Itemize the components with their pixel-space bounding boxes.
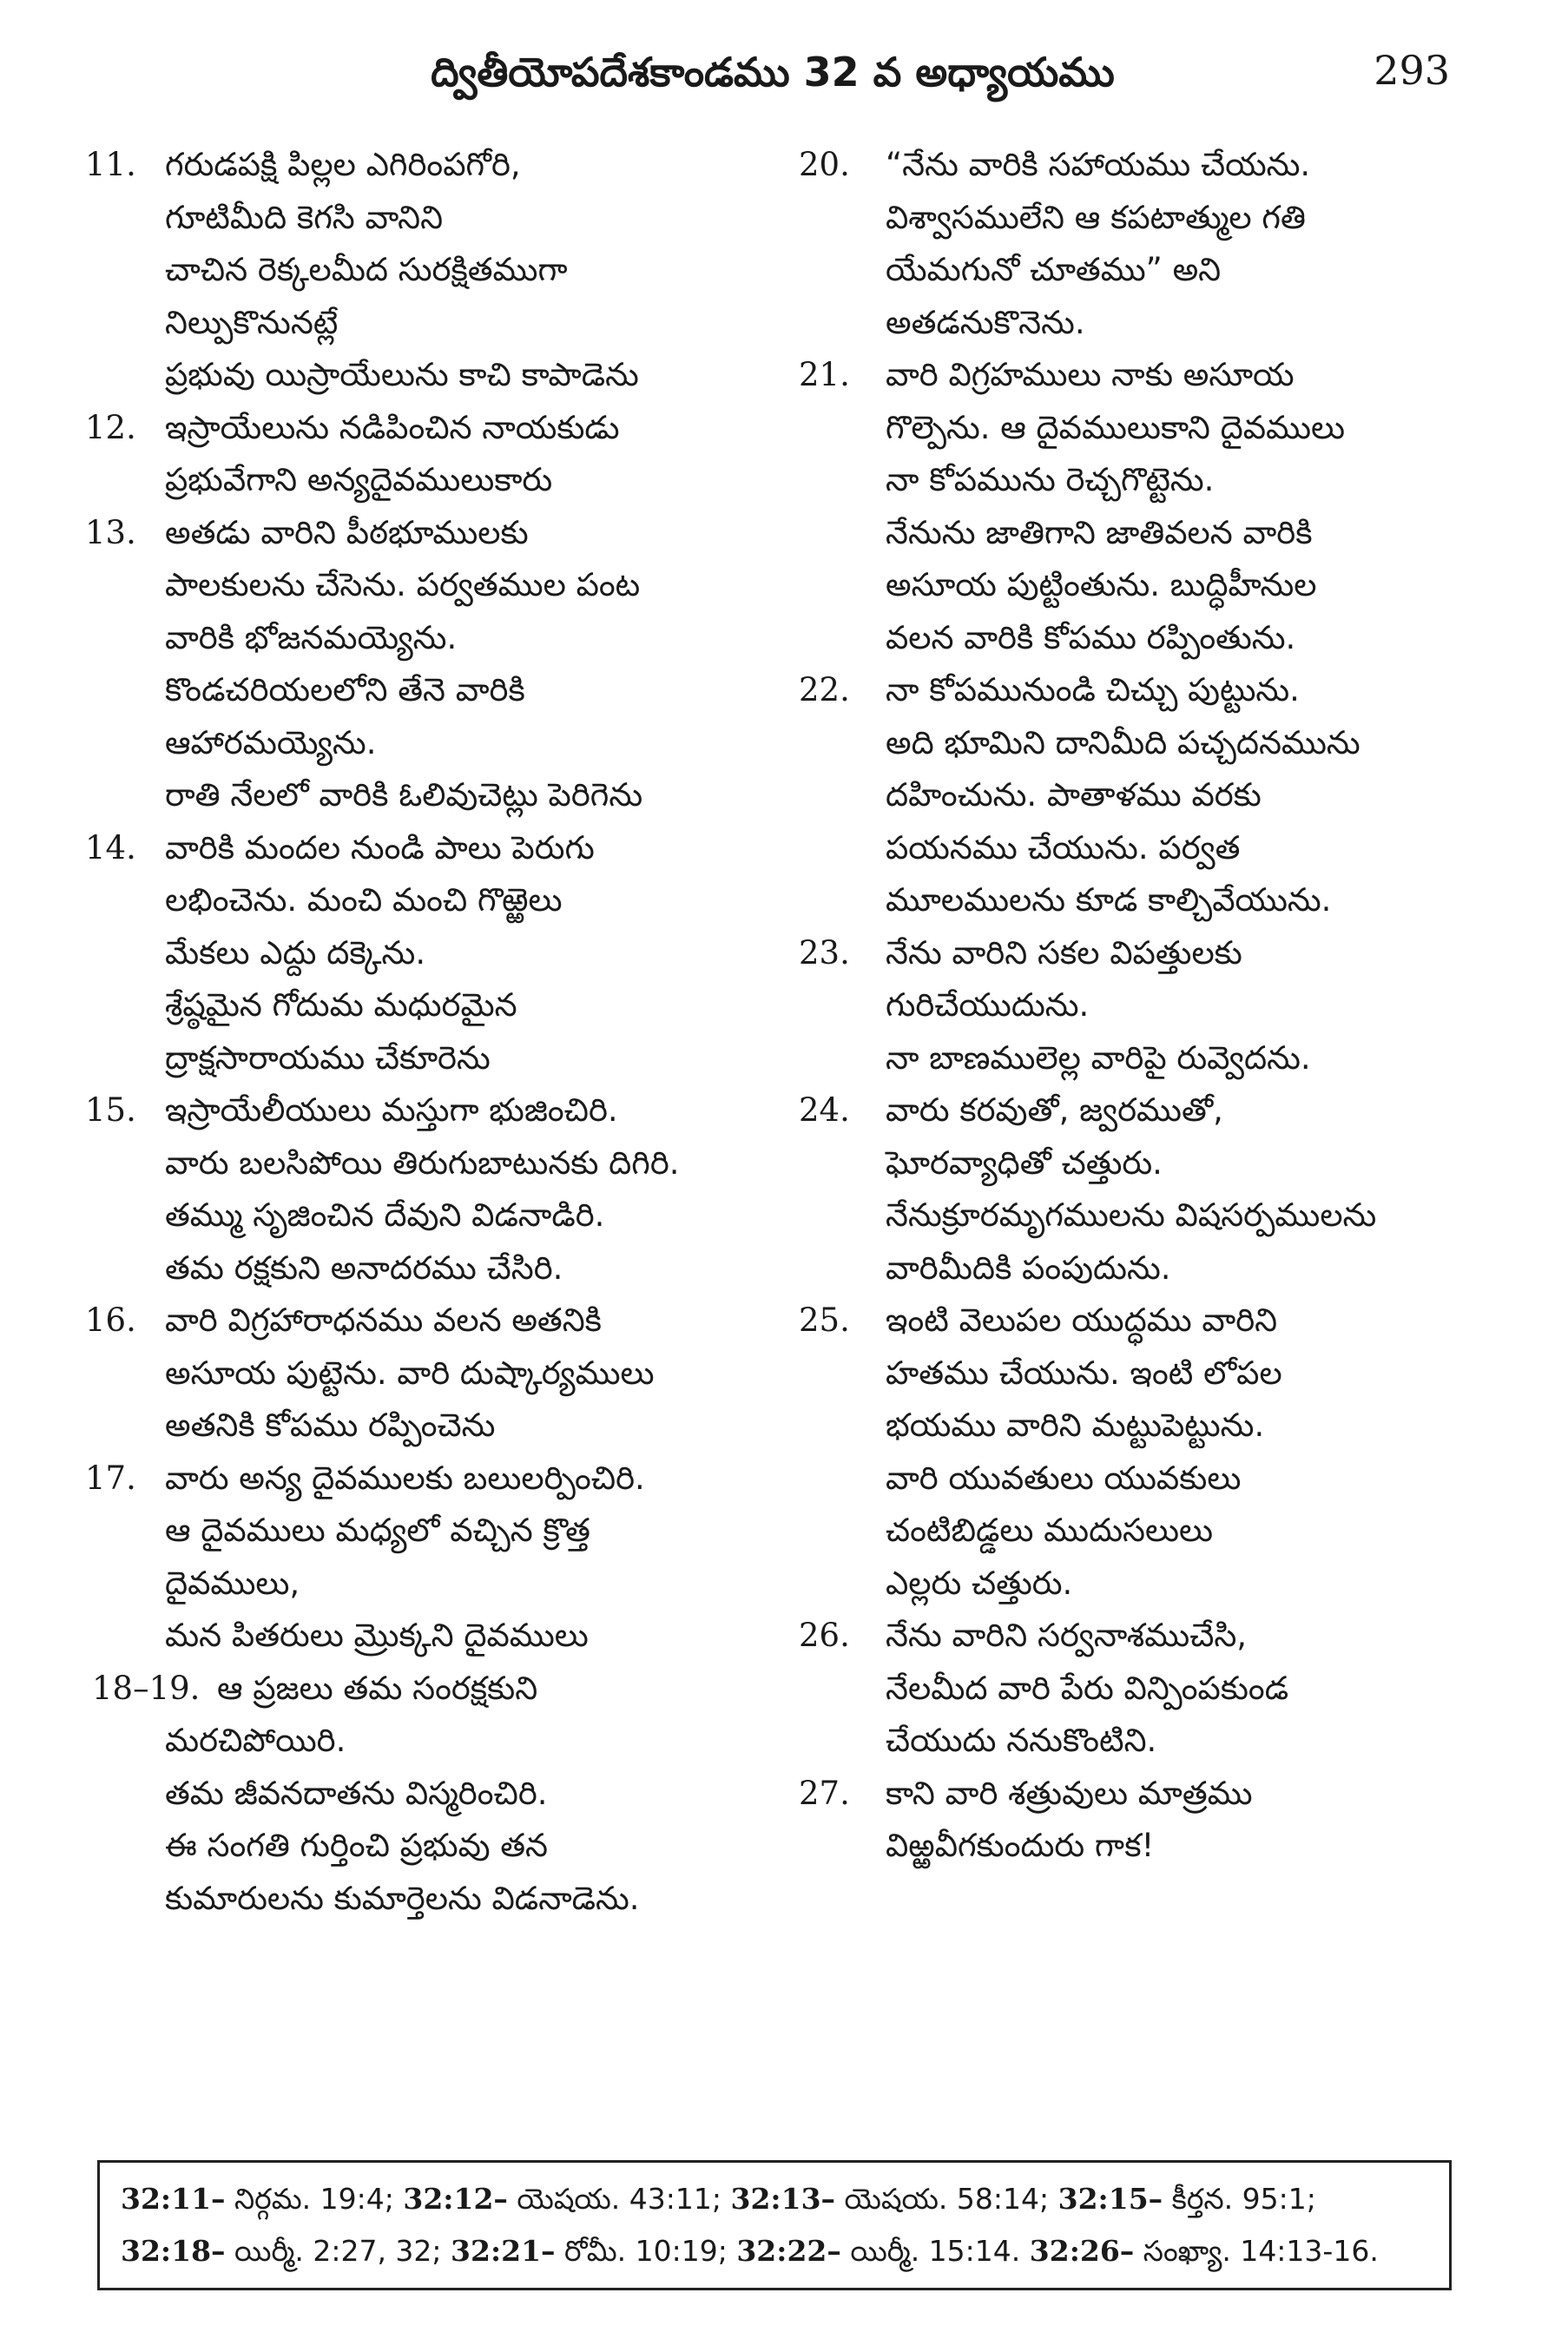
reference-line	[121, 2173, 1428, 2225]
verse-text: అసూయ పుట్టెను. వారి దుష్కార్యములు	[165, 1354, 655, 1392]
verse-line	[799, 1820, 1476, 1873]
reference-line	[121, 2225, 1428, 2277]
verse-line	[85, 139, 780, 192]
verse-line	[799, 1663, 1476, 1716]
verse-line	[85, 1610, 780, 1663]
verse-text: శ్రేష్ఠమైన గోదుమ మధురమైన	[165, 986, 517, 1024]
verse-line	[85, 612, 780, 665]
verse-text: ప్రభువేగాని అన్యదైవములుకారు	[165, 461, 553, 498]
verse-line	[799, 244, 1476, 297]
verse-line	[799, 1189, 1476, 1242]
verse-text: విశ్వాసములేని ఆ కపటాత్ముల గతి	[886, 198, 1306, 236]
verse	[799, 927, 1476, 1085]
verse-line	[799, 454, 1476, 507]
verse-text: పాలకులను చేసెను. పర్వతముల పంట	[165, 566, 641, 603]
verse-number: 21.	[799, 356, 850, 393]
verse-line	[799, 1715, 1476, 1768]
reference-key: 32:18–	[121, 2234, 226, 2268]
verse-line	[85, 1715, 780, 1768]
verse-number: 22.	[799, 671, 850, 708]
reference-text: యెషయ. 43:11;	[507, 2182, 731, 2216]
verse-text: వారికి భోజనమయ్యెను.	[165, 618, 458, 656]
verse	[85, 402, 780, 507]
verse-text: ఇస్రాయేలును నడిపించిన నాయకుడు	[165, 408, 620, 446]
verse-text: ఈ సంగతి గుర్తించి ప్రభువు తన	[165, 1827, 549, 1864]
verse-text: వలన వారికి కోపము రప్పింతును.	[886, 618, 1296, 656]
verse-text: అసూయ పుట్టింతును. బుద్ధిహీనుల	[886, 566, 1317, 603]
verse-text: అతడనుకొనెను.	[886, 303, 1085, 341]
verse-line	[85, 1032, 780, 1085]
cross-reference	[403, 2182, 730, 2216]
verse-text: వారి విగ్రహములు నాకు అసూయ	[886, 356, 1295, 393]
verse	[85, 1453, 780, 1663]
verse-text: మరచిపోయిరి.	[165, 1722, 346, 1759]
verse	[799, 1295, 1476, 1610]
verse-number: 24.	[799, 1091, 850, 1129]
reference-key: 32:13–	[730, 2182, 836, 2216]
verse-text: గూటిమీది కెగసి వానిని	[165, 198, 444, 236]
verse-line	[85, 1400, 780, 1453]
running-title: ద్వితీయోపదేశకాండము 32 వ అధ్యాయము	[431, 49, 1115, 96]
verse-line	[85, 1768, 780, 1821]
verse-line	[85, 349, 780, 402]
verse-number: 16.	[85, 1301, 136, 1339]
verse-line	[799, 1242, 1476, 1295]
verse-text: గురిచేయుదును.	[886, 986, 1090, 1024]
reference-key: 32:12–	[403, 2182, 508, 2216]
verse-text: వారి విగ్రహారాధనము వలన అతనికి	[165, 1301, 602, 1339]
verse-line	[799, 1032, 1476, 1085]
verse-text: ప్రభువు యిస్రాయేలును కాచి కాపాడెను	[165, 356, 639, 393]
verse-line	[85, 192, 780, 245]
verse-line	[85, 927, 780, 980]
verse-number: 13.	[85, 513, 136, 551]
verse-text: హతము చేయును. ఇంటి లోపల	[886, 1354, 1282, 1392]
verse-line	[85, 769, 780, 822]
verse-number: 23.	[799, 933, 850, 972]
verse-line	[85, 1347, 780, 1400]
verse-text: మేకలు ఎద్దు దక్కెను.	[165, 933, 426, 972]
verse	[85, 1663, 780, 1926]
verse-line	[85, 1137, 780, 1190]
verse-text: నేను వారిని సర్వనాశముచేసి,	[886, 1617, 1248, 1654]
verse-text: ఎల్లరు చత్తురు.	[886, 1564, 1073, 1602]
verse-text: ఆ దైవములు మధ్యలో వచ్చిన క్రొత్త	[165, 1512, 590, 1549]
verse-line	[799, 559, 1476, 612]
verse-line	[85, 244, 780, 297]
verse-line	[799, 927, 1476, 980]
verse-number: 18–19.	[92, 1669, 201, 1707]
verse-line	[85, 454, 780, 507]
reference-text: యెషయ. 58:14;	[835, 2182, 1058, 2216]
verse	[799, 1084, 1476, 1295]
verse-number: 27.	[799, 1774, 850, 1812]
verse-number: 14.	[85, 828, 136, 866]
reference-key: 32:22–	[736, 2234, 841, 2268]
cross-reference	[736, 2234, 1029, 2268]
right-column	[799, 139, 1476, 1873]
verse	[799, 664, 1476, 927]
verse-line	[85, 874, 780, 927]
reference-key: 32:26–	[1029, 2234, 1135, 2268]
verse-line	[85, 297, 780, 350]
reference-key: 32:11–	[121, 2182, 226, 2216]
reference-text: యిర్మీ. 2:27, 32;	[225, 2234, 451, 2268]
verse-text: నేను వారిని సకల విపత్తులకు	[886, 933, 1242, 972]
verse-line	[85, 1663, 780, 1716]
verse-text: కాని వారి శత్రువులు మాత్రము	[886, 1774, 1253, 1812]
verse-text: మన పితరులు మ్రొక్కని దైవములు	[165, 1617, 589, 1654]
verse-text: ద్రాక్షసారాయము చేకూరెను	[165, 1038, 491, 1077]
verse-line	[85, 1295, 780, 1347]
page-header	[96, 42, 1450, 111]
cross-reference	[121, 2182, 403, 2216]
verse-line	[85, 1558, 780, 1611]
verse-line	[799, 139, 1476, 192]
verse-text: నా కోపమునుండి చిచ్చు పుట్టును.	[886, 671, 1300, 708]
verse-text: లభించెను. మంచి మంచి గొఱ్ఱెలు	[165, 881, 563, 919]
verse-text: వారు అన్య దైవములకు బలులర్పించిరి.	[165, 1459, 645, 1497]
verse-text: గొల్పెను. ఆ దైవములుకాని దైవములు	[886, 408, 1346, 446]
verse-text: ఇంటి వెలుపల యుద్ధము వారిని	[886, 1301, 1278, 1339]
verse-text: విఱ్ఱవీగకుందురు గాక!	[886, 1827, 1155, 1864]
verse-line	[799, 1295, 1476, 1347]
verse-line	[85, 717, 780, 770]
verse-line	[799, 612, 1476, 665]
verse-text: కుమారులను కుమార్తెలను విడనాడెను.	[165, 1879, 640, 1917]
verse-number: 11.	[85, 146, 136, 183]
verse-text: నా బాణములెల్ల వారిపై రువ్వెదను.	[886, 1038, 1311, 1077]
verse-text: దహించును. పాతాళము వరకు	[886, 776, 1262, 814]
verse-line	[799, 1137, 1476, 1190]
cross-reference-box	[97, 2160, 1452, 2290]
verse-text: దైవములు,	[165, 1564, 300, 1602]
reference-text: నిర్గమ. 19:4;	[225, 2182, 404, 2216]
verse-line	[799, 979, 1476, 1032]
cross-reference	[451, 2234, 736, 2268]
verse-number: 12.	[85, 408, 136, 446]
verse-text: వారికి మందల నుండి పాలు పెరుగు	[165, 828, 595, 866]
reference-key: 32:15–	[1057, 2182, 1163, 2216]
verse-number: 26.	[799, 1617, 850, 1654]
verse-line	[85, 1189, 780, 1242]
verse-line	[799, 402, 1476, 455]
verse-text: వారిమీదికి పంపుదును.	[886, 1248, 1171, 1287]
verse	[85, 822, 780, 1085]
verse	[799, 139, 1476, 349]
verse	[799, 1610, 1476, 1768]
verse-line	[85, 1453, 780, 1505]
verse-number: 17.	[85, 1459, 136, 1497]
verse-line	[799, 1610, 1476, 1663]
verse-text: వారు కరవుతో, జ్వరముతో,	[886, 1091, 1223, 1129]
verse	[85, 507, 780, 822]
verse-line	[85, 1873, 780, 1926]
verse-text: రాతి నేలలో వారికి ఓలివుచెట్లు పెరిగెను	[165, 776, 643, 814]
reference-text: కీర్తన. 95:1;	[1163, 2182, 1316, 2216]
verse-line	[799, 192, 1476, 245]
verse-line	[85, 1820, 780, 1873]
verse-line	[799, 664, 1476, 717]
verse-line	[85, 1084, 780, 1137]
verse-line	[85, 402, 780, 455]
verse-line	[799, 1084, 1476, 1137]
page-number: 293	[1374, 47, 1450, 94]
verse-text: ఇస్రాయేలీయులు మస్తుగా భుజించిరి.	[165, 1091, 618, 1129]
verse-text: తమ్ము సృజించిన దేవుని విడనాడిరి.	[165, 1196, 605, 1234]
verse-line	[85, 1242, 780, 1295]
verse-line	[799, 1347, 1476, 1400]
verse-text: గరుడపక్షి పిల్లల ఎగిరింపగోరి,	[165, 146, 521, 183]
verse-line	[799, 874, 1476, 927]
verse-line	[799, 297, 1476, 350]
verse	[799, 1768, 1476, 1873]
verse-text: అతడు వారిని పీఠభూములకు	[165, 513, 529, 551]
reference-text: సంఖ్యా. 14:13-16.	[1134, 2234, 1379, 2268]
cross-reference	[1058, 2182, 1316, 2216]
verse-text: ఆహారమయ్యెను.	[165, 723, 377, 761]
verse	[799, 349, 1476, 664]
verse-line	[799, 1558, 1476, 1611]
verse-line	[85, 979, 780, 1032]
verse-number: 20.	[799, 146, 850, 183]
verse-text: తమ జీవనదాతను విస్మరించిరి.	[165, 1774, 548, 1812]
verse-text: అతనికి కోపము రప్పించెను	[165, 1407, 496, 1444]
verse-line	[799, 1453, 1476, 1505]
verse-text: మూలములను కూడ కాల్చివేయును.	[886, 881, 1332, 919]
verse-line	[85, 559, 780, 612]
verse-text: నిల్పుకొనునట్లే	[165, 303, 339, 341]
verse-text: యేమగునో చూతము” అని	[886, 251, 1222, 288]
left-column	[85, 139, 780, 1925]
reference-text: రోమీ. 10:19;	[555, 2234, 737, 2268]
verse-text: నేనుక్రూరమృగములను విషసర్పములను	[886, 1196, 1377, 1234]
verse-line	[85, 507, 780, 560]
verse-text: వారు బలసిపోయి తిరుగుబాటునకు దిగిరి.	[165, 1143, 680, 1182]
verse-text: అది భూమిని దానిమీది పచ్చదనమును	[886, 723, 1360, 761]
verse-text: చేయుదు ననుకొంటిని.	[886, 1722, 1157, 1759]
verse-text: తమ రక్షకుని అనాదరము చేసిరి.	[165, 1248, 563, 1287]
verse-line	[799, 822, 1476, 875]
verse-line	[799, 769, 1476, 822]
reference-key: 32:21–	[451, 2234, 556, 2268]
verse-text: చాచిన రెక్కలమీద సురక్షితముగా	[165, 251, 568, 288]
verse-text: నేలమీద వారి పేరు విన్పింపకుండ	[886, 1669, 1289, 1707]
verse-line	[799, 1400, 1476, 1453]
verse-line	[799, 1505, 1476, 1558]
verse-line	[85, 1505, 780, 1558]
verse-text: పయనము చేయును. పర్వత	[886, 828, 1241, 866]
verse-line	[85, 822, 780, 875]
verse-line	[799, 717, 1476, 770]
verse-text: నా కోపమును రెచ్చగొట్టెను.	[886, 461, 1215, 498]
verse-text: “నేను వారికి సహాయము చేయను.	[886, 146, 1311, 183]
verse-text: భయము వారిని మట్టుపెట్టును.	[886, 1407, 1265, 1444]
verse-text: ఘోరవ్యాధితో చత్తురు.	[886, 1143, 1163, 1182]
cross-reference	[731, 2182, 1058, 2216]
verse-text: నేనును జాతిగాని జాతివలన వారికి	[886, 513, 1313, 551]
verse-line	[799, 1768, 1476, 1821]
verse-number: 25.	[799, 1301, 850, 1339]
verse	[85, 1295, 780, 1453]
cross-reference	[121, 2234, 451, 2268]
verse-text: ఆ ప్రజలు తమ సంరక్షకుని	[217, 1669, 538, 1707]
verse-line	[85, 664, 780, 717]
verse-text: వారి యువతులు యువకులు	[886, 1459, 1242, 1497]
reference-text: యిర్మీ. 15:14.	[840, 2234, 1030, 2268]
verse-text: చంటిబిడ్డలు ముదుసలులు	[886, 1512, 1214, 1549]
verse-text: కొండచరియలలోని తేనె వారికి	[165, 671, 525, 708]
verse-line	[799, 507, 1476, 560]
verse	[85, 139, 780, 402]
verse-line	[799, 349, 1476, 402]
cross-reference	[1030, 2234, 1379, 2268]
verse-number: 15.	[85, 1091, 136, 1129]
verse	[85, 1084, 780, 1295]
